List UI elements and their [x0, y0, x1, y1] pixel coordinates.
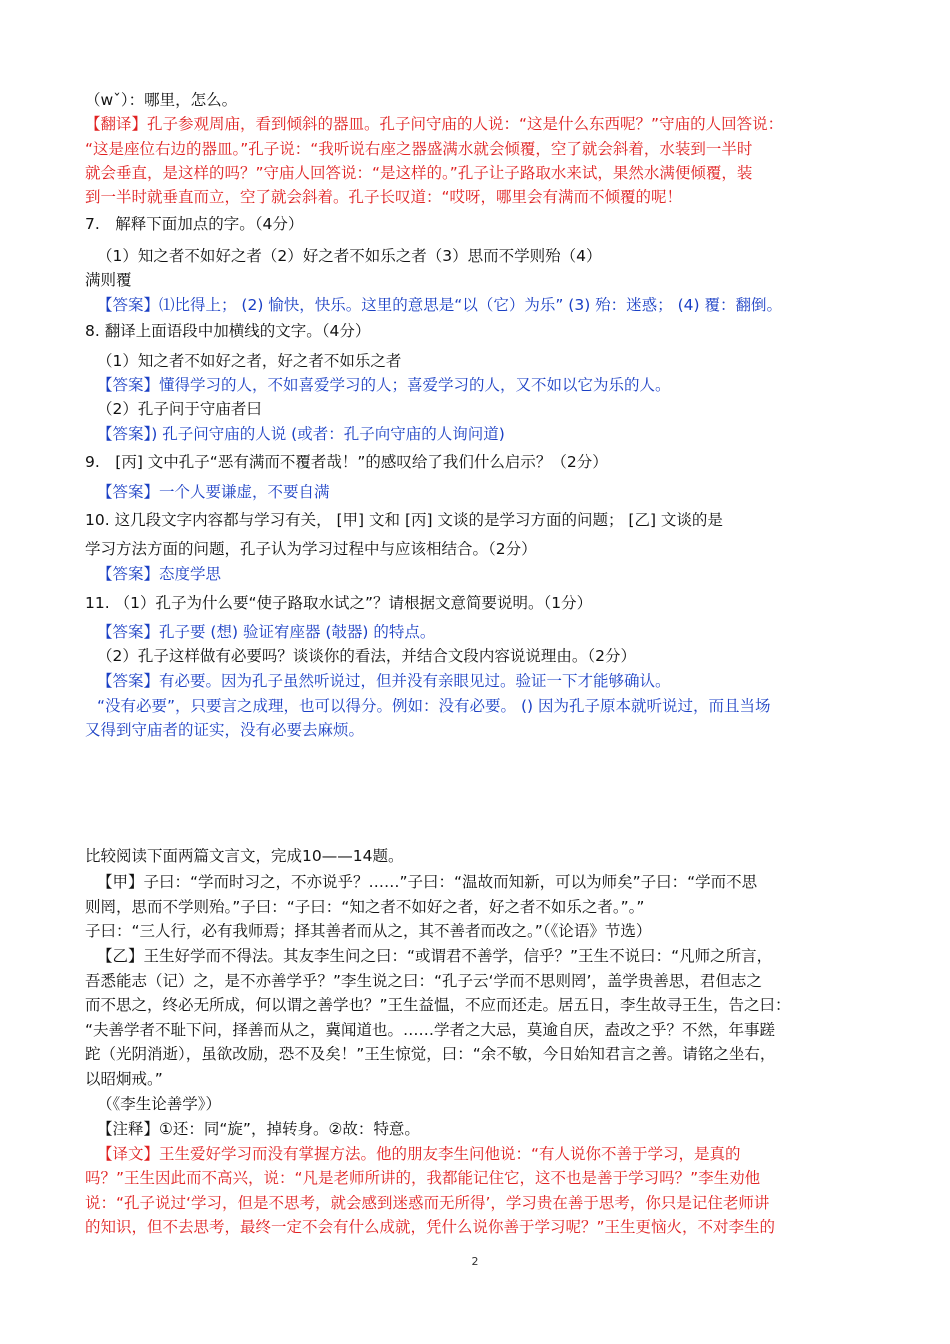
passage-line: 吾悉能志（记）之，是不亦善学乎？”李生说之曰：“孔子云‘学而不思则罔’，盖学贵善思，君但志之	[85, 972, 762, 990]
translation-line: 【翻译】孔子参观周庙，看到倾斜的器皿。孔子问守庙的人说：“这是什么东西呢？”守庙的人回答说：	[85, 115, 784, 133]
question-text: （1）知之者不如好之者（2）好之者不如乐之者（3）思而不学则殆（4）	[97, 247, 602, 265]
passage-line: “夫善学者不耻下问，择善而从之，冀闻道也。……学者之大忌，莫逾自厌，盍改之乎？不然，年事蹉	[85, 1021, 776, 1039]
question-11: 11. （1）孔子为什么要“使子路取水试之”？请根据文意简要说明。（1分）	[85, 594, 593, 612]
passage-line: 【甲】子曰：“学而时习之，不亦说乎？……”子曰：“温故而知新，可以为师矣”子曰：“学而不思	[97, 873, 758, 891]
question-text: （2）孔子问于守庙者曰	[97, 400, 262, 418]
answer-line: 【答案】一个人要谦虚，不要自满	[97, 483, 330, 501]
question-text: （1）知之者不如好之者，好之者不如乐之者	[97, 352, 402, 370]
question-7: 7. 解释下面加点的字。（4分）	[85, 215, 304, 233]
question-8: 8. 翻译上面语段中加横线的文字。（4分）	[85, 322, 371, 340]
annotation-line: 【注释】①还：同“旋”，掉转身。②故：特意。	[97, 1120, 420, 1138]
question-text: 学习方法方面的问题，孔子认为学习过程中与应该相结合。（2分）	[85, 540, 537, 558]
passage-line: 而不思之，终必无所成，何以谓之善学也？”王生益愠，不应而还走。居五日，李生故寻王生，告之曰：	[85, 996, 791, 1014]
translation-line: 说：“孔子说过‘学习，但是不思考，就会感到迷惑而无所得’，学习贵在善于思考，你只是记住老师讲	[85, 1194, 770, 1212]
page-number: 2	[471, 1255, 479, 1268]
passage-source: （《李生论善学》）	[97, 1095, 222, 1113]
passage-line: 以昭炯戒。”	[85, 1070, 163, 1088]
answer-line: 【答案】态度学思	[97, 565, 222, 583]
passage-line: 【乙】王生好学而不得法。其友李生问之曰：“或谓君不善学，信乎？”王生不说曰：“凡师之所言，	[97, 947, 773, 965]
answer-line: 【答案】⑴比得上； (2) 愉快，快乐。这里的意思是“以（它）为乐” (3) 殆：迷惑； (4) 覆：翻倒。	[97, 296, 782, 314]
question-9: 9. [丙] 文中孔子“恶有满而不覆者哉！”的感叹给了我们什么启示？（2分）	[85, 453, 608, 471]
answer-line: 【答案】孔子要 (想) 验证宥座器 (攲器) 的特点。	[97, 623, 436, 641]
section-heading: 比较阅读下面两篇文言文，完成10——14题。	[85, 847, 404, 865]
translation-line: 【译文】王生爱好学习而没有掌握方法。他的朋友李生问他说：“有人说你不善于学习，是真的	[97, 1145, 741, 1163]
text-line: （wˇ）：哪里，怎么。	[85, 91, 238, 109]
translation-line: 吗？”王生因此而不高兴，说：“凡是老师所讲的，我都能记住它，这不也是善于学习吗？”李生劝他	[85, 1169, 761, 1187]
answer-line: “没有必要”，只要言之成理，也可以得分。例如：没有必要。 () 因为孔子原本就听说过，而且当场	[97, 697, 771, 715]
answer-line: 【答案】) 孔子问守庙的人说 (或者：孔子向守庙的人询问道)	[97, 425, 505, 443]
answer-line: 又得到守庙者的证实，没有必要去麻烦。	[85, 721, 365, 739]
answer-line: 【答案】懂得学习的人，不如喜爱学习的人；喜爱学习的人，又不如以它为乐的人。	[97, 376, 671, 394]
translation-line: 到一半时就垂直而立，空了就会斜着。孔子长叹道：“哎呀，哪里会有满而不倾覆的呢！	[85, 188, 683, 206]
passage-line: 子曰：“三人行，必有我师焉；择其善者而从之，其不善者而改之。”（《论语》节选）	[85, 922, 652, 940]
passage-line: 跎（光阴消逝），虽欲改励，恐不及矣！”王生惊觉，曰：“余不敏，今日始知君言之善。请铭之坐右，	[85, 1045, 776, 1063]
question-10: 10. 这几段文字内容都与学习有关， [甲] 文和 [丙] 文谈的是学习方面的问题； [乙] 文谈的是	[85, 511, 723, 529]
question-text: （2）孔子这样做有必要吗？谈谈你的看法，并结合文段内容说说理由。（2分）	[97, 647, 636, 665]
answer-line: 【答案】有必要。因为孔子虽然听说过，但并没有亲眼见过。验证一下才能够确认。	[97, 672, 671, 690]
translation-line: 就会垂直，是这样的吗？”守庙人回答说：“是这样的。”孔子让子路取水来试，果然水满便倾覆，装	[85, 164, 753, 182]
translation-line: 的知识，但不去思考，最终一定不会有什么成就，凭什么说你善于学习呢？”王生更恼火，不对李生的	[85, 1218, 776, 1236]
passage-line: 则罔，思而不学则殆。”子曰：“子曰：“知之者不如好之者，好之者不如乐之者。”。”	[85, 898, 645, 916]
translation-line: “这是座位右边的器皿。”孔子说：“我听说右座之器盛满水就会倾覆，空了就会斜着，水装到一半时	[85, 140, 753, 158]
question-text: 满则覆	[85, 271, 132, 289]
